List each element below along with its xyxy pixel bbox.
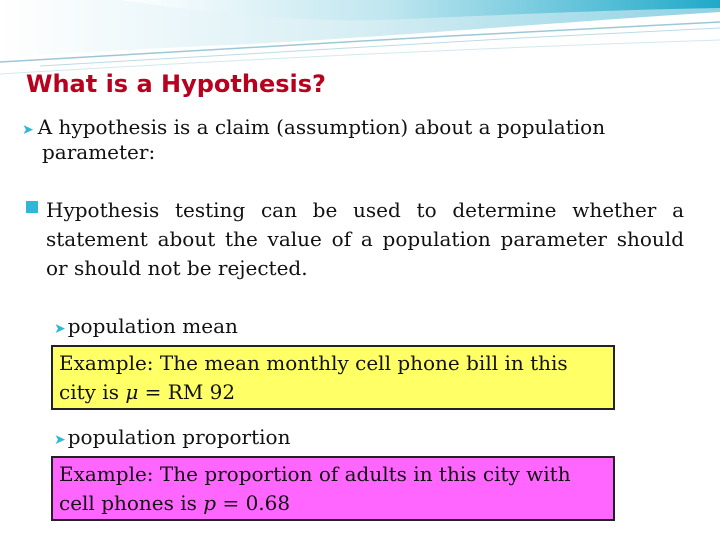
slide-title: What is a Hypothesis? [26,70,326,98]
p-symbol: p [203,491,217,515]
sub-bullet-population-proportion [54,425,290,449]
example-proportion-prefix: cell phones is [59,491,204,515]
bullet-arrow-icon: ➤ [22,122,34,138]
sub2-label: population proportion [67,425,291,449]
bullet1-line1: A hypothesis is a claim (assumption) about a population [37,115,606,139]
sub1-label: population mean [67,314,238,338]
bullet1-line2: parameter: [42,140,156,164]
bullet-arrow-icon: ➤ [54,432,66,448]
bullet-hypothesis-testing [26,196,684,283]
example-box-proportion [51,456,615,521]
example-proportion-value: = 0.68 [216,491,291,515]
example-proportion-line1: Example: The proportion of adults in this city with [59,462,571,486]
bullet-hypothesis-definition [22,116,682,163]
example-mean-value: = RM 92 [138,380,236,404]
example-box-mean [51,345,615,410]
square-bullet-icon [26,201,38,213]
bullet2-text: Hypothesis testing can be used to determine whether a statement about the value of a population parameter should or should not be rejected. [46,198,684,280]
example-mean-line1: Example: The mean monthly cell phone bill in this [59,351,568,375]
example-proportion-line2 [59,489,607,518]
bullet-arrow-icon: ➤ [54,321,66,337]
example-mean-prefix: city is [59,380,126,404]
mu-symbol: μ [125,380,139,404]
sub-bullet-population-mean [54,314,238,338]
example-mean-line2 [59,378,607,407]
